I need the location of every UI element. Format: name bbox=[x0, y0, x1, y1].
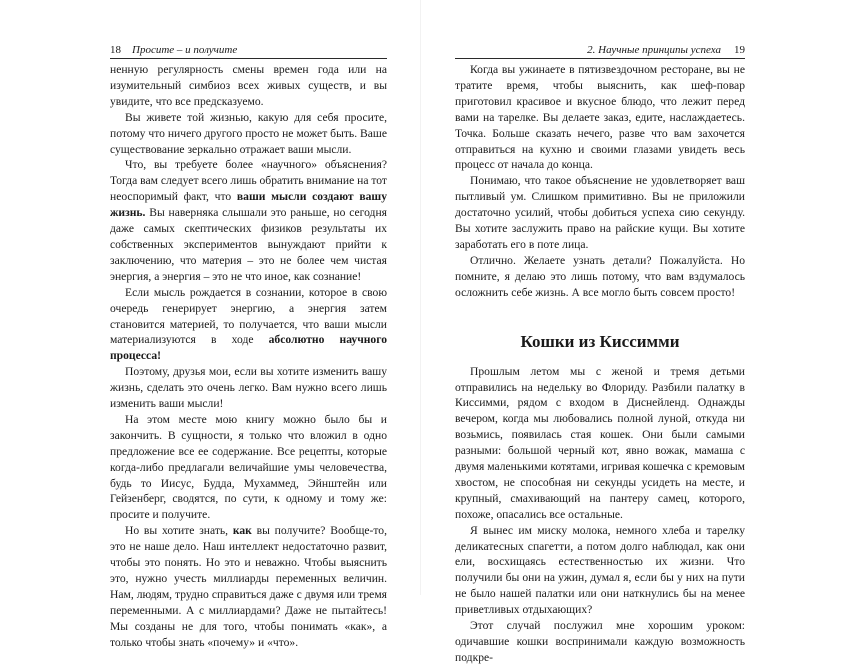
paragraph bbox=[110, 364, 387, 412]
right-header-rule bbox=[455, 58, 745, 59]
paragraph bbox=[110, 62, 387, 110]
text-run: Понимаю, что такое объяснение не удовлетворяет ваш пытливый ум. Слишком примитивно. Вы не приложили достаточно усилий, чтобы добиться успеха сию секунду. Вы хотите заслужить право на райские кущи. Вы хотите заработать его в поте лица. bbox=[455, 174, 745, 251]
paragraph bbox=[455, 173, 745, 253]
paragraph bbox=[455, 618, 745, 666]
left-running-title: Просите – и получите bbox=[132, 44, 238, 56]
left-page-number: 18 bbox=[110, 44, 121, 56]
text-run: Поэтому, друзья мои, если вы хотите изменить вашу жизнь, сделать это очень легко. Вам нужно всего лишь изменить ваши мысли! bbox=[110, 365, 387, 411]
right-page bbox=[421, 0, 842, 664]
text-run: Отлично. Желаете узнать детали? Пожалуйста. Но помните, я делаю это лишь потому, что вам вздумалось осложнить себе жизнь. А все могло быть совсем просто! bbox=[455, 253, 745, 299]
text-run: Вы живете той жизнью, какую для себя просите, потому что ничего другого просто не может быть. Ваше существование зеркально отражает ваши мысли. bbox=[110, 110, 387, 156]
left-page bbox=[0, 0, 421, 649]
text-run: ненную регулярность смены времен года или на изумительный симбиоз всех живых существ, и вы увидите, что все предсказуемо. bbox=[110, 63, 387, 108]
right-running-title: 2. Научные принципы успеха bbox=[587, 44, 721, 56]
right-page-number: 19 bbox=[734, 44, 745, 56]
text-run: Я вынес им миску молока, немного хлеба и тарелку деликатесных спагетти, а потом долго наблюдал, как они ели, восхищаясь естественностью их жизни. Что получили бы они на ужин, думал я, если бы у них на пути не было нашей палатки или они наткнулись бы на менее приветливых отдыхающих? bbox=[455, 523, 745, 617]
paragraph bbox=[455, 253, 745, 301]
bold-text: абсолютно научного процесса! bbox=[110, 333, 387, 363]
bold-text: ваши мысли создают вашу жизнь. bbox=[110, 190, 387, 220]
section-heading: Кошки из Киссимми bbox=[520, 331, 680, 351]
text-run: Если мысль рождается в сознании, которое в свою очередь генерирует энергию, а энергия затем становится материей, то получается, что ваши мысли материализуются в ходе bbox=[110, 285, 387, 347]
text-run: Прошлым летом мы с женой и тремя детьми отправились на недельку во Флориду. Разбили палатку в Киссимми, рядом с входом в Диснейленд. Однажды вечером, когда мы любовались полной луной, откуда ни возьмись, появилась стая кошек. Они были самыми разными: большой черный кот, явно вожак, мамаша с двумя маленькими котятами, игривая кошечка с кремовым хвостом, не способная ни секунды усидеть на месте, и крупный, смахивающий на пантеру самец, которого, похоже, опасались все остальные. bbox=[455, 364, 745, 521]
text-run: Вы наверняка слышали это раньше, но сегодня даже самых скептических физиков результаты их собственных экспериментов вынуждают прийти к заключению, что материя – это не более чем чистая энергия, а энергия – это не что иное, как сознание! bbox=[110, 206, 387, 283]
left-header-rule bbox=[110, 58, 387, 59]
right-body-text bbox=[455, 62, 745, 666]
left-body-text bbox=[110, 62, 387, 651]
right-body-before bbox=[455, 62, 745, 301]
paragraph bbox=[455, 62, 745, 173]
text-run: Когда вы ужинаете в пятизвездочном ресторане, вы не тратите время, чтобы выяснить, как шеф-повар приготовил красивое и вкусное блюдо, что лежит перед вами на тарелке. Вы делаете заказ, едите, наслаждаетесь. Точка. Больше сказать нечего, разве что вам захочется отправиться на кухню и своими глазами увидеть весь процесс от начала до конца. bbox=[455, 63, 745, 172]
paragraph bbox=[110, 523, 387, 650]
right-body-after bbox=[455, 364, 745, 666]
paragraph bbox=[110, 285, 387, 365]
text-run: Но вы хотите знать, bbox=[125, 524, 233, 538]
paragraph bbox=[455, 364, 745, 523]
text-run: На этом месте мою книгу можно было бы и закончить. В сущности, я только что вложил в одно предложение все ее содержание. Все рецепты, которые когда-либо предлагали величайшие умы человечества, будь то Иисус, Будда, Мухаммед, Эйнштейн или Гейзенберг, сводятся, по сути, к одному и тому же: просите и получите. bbox=[110, 412, 387, 522]
bold-text: как bbox=[232, 524, 252, 538]
paragraph bbox=[110, 412, 387, 523]
paragraph bbox=[455, 523, 745, 618]
text-run: Что, вы требуете более «научного» объяснения? Тогда вам следует всего лишь обратить внимание на тот неоспоримый факт, что bbox=[110, 158, 387, 204]
paragraph bbox=[110, 157, 387, 284]
paragraph bbox=[110, 110, 387, 158]
text-run: вы получите? Вообще-то, это не наше дело. Наш интеллект недостаточно развит, чтобы это понять. Но это и неважно. Чтобы выяснить это, нужно учесть миллиарды переменных величин. Нам, людям, трудно справиться даже с двумя или тремя переменными. А с миллиардами? Даже не пытайтесь! Мы созданы не для того, чтобы понимать «как», а только чтобы знать «почему» и «что». bbox=[110, 524, 387, 649]
text-run: Этот случай послужил мне хорошим уроком: одичавшие кошки воспринимали каждую возможность подкре- bbox=[455, 619, 745, 664]
